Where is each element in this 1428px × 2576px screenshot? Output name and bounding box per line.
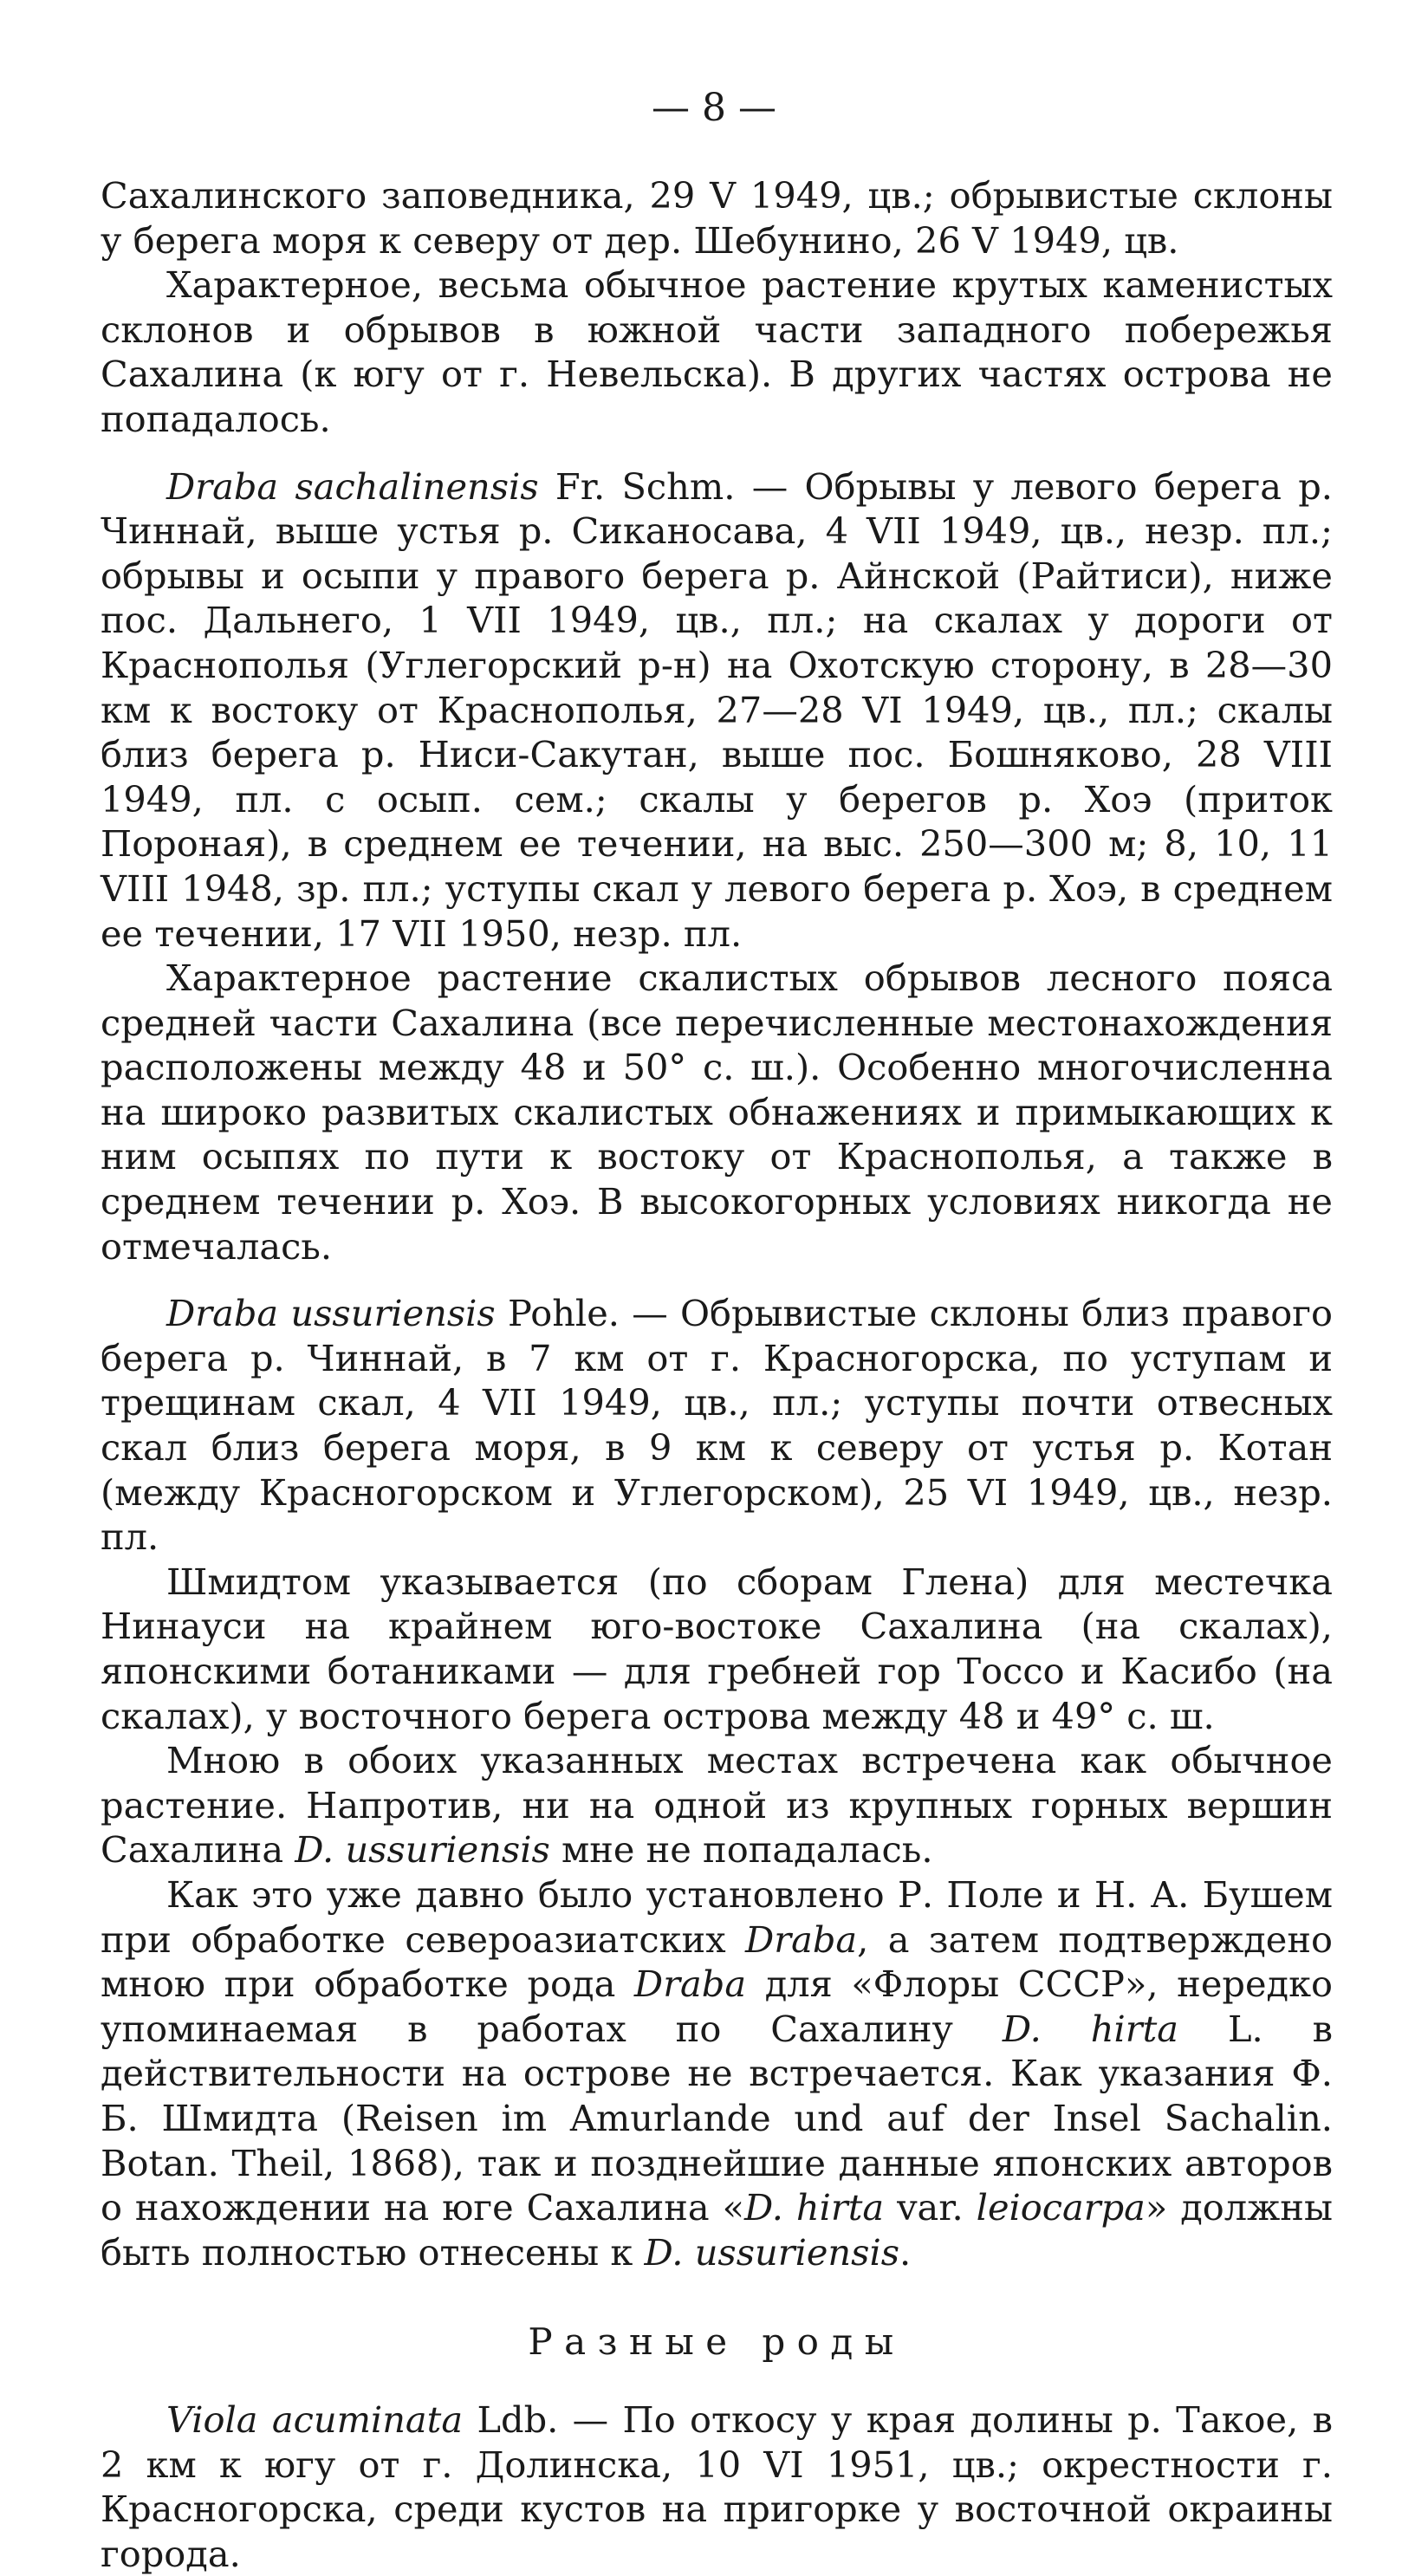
italic-term: leiocarpa bbox=[976, 2186, 1146, 2229]
italic-term: Draba bbox=[633, 1963, 747, 2006]
text-run: , а затем подтверждено мною при обработке рода bbox=[101, 1917, 1333, 2006]
text-run: . bbox=[899, 2230, 912, 2274]
paragraph bbox=[101, 1291, 1333, 1560]
text-run: Характерное, весьма обычное растение крутых каменистых склонов и обрывов в южной части западного побережья Сахалина (к югу от г. Невельска). В других частях острова не попадалось. bbox=[101, 263, 1333, 440]
text-run: Сахалинского заповедника, 29 V 1949, цв.; обрывистые склоны у берега моря к северу от дер. Шебунино, 26 V 1949, цв. bbox=[101, 174, 1333, 262]
paragraph bbox=[101, 464, 1333, 957]
italic-term: Draba sachalinensis bbox=[166, 464, 539, 508]
section-heading: Разные роды bbox=[528, 2320, 905, 2364]
text-run: » должны быть полностью отнесены к bbox=[101, 2186, 1333, 2274]
paragraph bbox=[101, 2398, 1333, 2576]
text-run: Шмидтом указывается (по сборам Глена) для местечка Нинауси на крайнем юго-востоке Сахалина (на скалах), японскими ботаниками — для гребней гор Тоссо и Касибо (на скалах), у восточного берега острова между 48 и 49° с. ш. bbox=[101, 1560, 1333, 1737]
page-number: — 8 — bbox=[652, 86, 776, 130]
paragraph bbox=[101, 1872, 1333, 2274]
text-run: var. bbox=[884, 2186, 977, 2229]
text-run: мне не попадалась. bbox=[549, 1828, 933, 1872]
italic-term: Draba bbox=[745, 1917, 858, 1961]
italic-term: Draba ussuriensis bbox=[166, 1292, 496, 1335]
text-run: Pohle. — Обрывистые склоны близ правого берега р. Чиннай, в 7 км от г. Красногорска, по уступам и трещинам скал, 4 VII 1949, цв., пл.; уступы почти отвесных скал близ берега моря, в 9 км к северу от устья р. Котан (между Красногорском и Углегорском), 25 VI 1949, цв., незр. пл. bbox=[101, 1292, 1334, 1559]
italic-term: D. hirta bbox=[1002, 2007, 1179, 2050]
italic-term: D. hirta bbox=[743, 2186, 885, 2229]
text-run: Как это уже давно было установлено Р. Поле и Н. А. Бушем при обработке североазиатских bbox=[101, 1872, 1333, 1961]
paragraph bbox=[101, 263, 1333, 441]
paragraph bbox=[101, 1560, 1333, 1738]
text-run: Характерное растение скалистых обрывов лесного пояса средней части Сахалина (все перечисленные местонахождения расположены между 48 и 50° с. ш.). Особенно многочисленна на широко развитых скалистых обнажениях и примыкающих к ним осыпях по пути к востоку от Краснополья, а также в среднем течении р. Хоэ. В высокогорных условиях никогда не отмечалась. bbox=[101, 957, 1333, 1268]
text-run: Ldb. — По откосу у края долины р. Такое, в 2 км к югу от г. Долинска, 10 VI 1951, цв.; окрестности г. Красногорска, среди кустов на пригорке у восточной окраины города. bbox=[101, 2398, 1333, 2575]
text-body bbox=[101, 173, 1333, 2576]
text-run: Fr. Schm. — Обрывы у левого берега р. Чиннай, выше устья р. Сиканосава, 4 VII 1949, цв., незр. пл.; обрывы и осыпи у правого берега р. Айнской (Райтиси), ниже пос. Дальнего, 1 VII 1949, цв., пл.; на скалах у дороги от Краснополья (Углегорский р-н) на Охотскую сторону, в 28—30 км к востоку от Краснополья, 27—28 VI 1949, цв., пл.; скалы близ берега р. Ниси-Сакутан, выше пос. Бошняково, 28 VIII 1949, пл. с осып. сем.; скалы у берегов р. Хоэ (приток Пороная), в среднем ее течении, на выс. 250—300 м; 8, 10, 11 VIII 1948, зр. пл.; уступы скал у левого берега р. Хоэ, в среднем ее течении, 17 VII 1950, незр. пл. bbox=[101, 464, 1334, 955]
paragraph bbox=[101, 1738, 1333, 1872]
text-run: для «Флоры СССР», нередко упоминаемая в работах по Сахалину bbox=[101, 1963, 1333, 2050]
italic-term: Viola acuminata bbox=[166, 2398, 464, 2441]
paragraph bbox=[101, 173, 1333, 263]
paragraph bbox=[101, 956, 1333, 1269]
italic-term: D. ussuriensis bbox=[295, 1828, 550, 1872]
text-run: Мною в обоих указанных местах встречена как обычное растение. Напротив, ни на одной из крупных горных вершин Сахалина bbox=[101, 1739, 1333, 1872]
text-run: L. в действительности на острове не встречается. Как указания Ф. Б. Шмидта (Reisen im Amurlande und auf der Insel Sachalin. Botan. Theil, 1868), так и позднейшие данные японских авторов о нахождении на юге Сахалина « bbox=[101, 2007, 1334, 2229]
italic-term: D. ussuriensis bbox=[644, 2230, 900, 2274]
